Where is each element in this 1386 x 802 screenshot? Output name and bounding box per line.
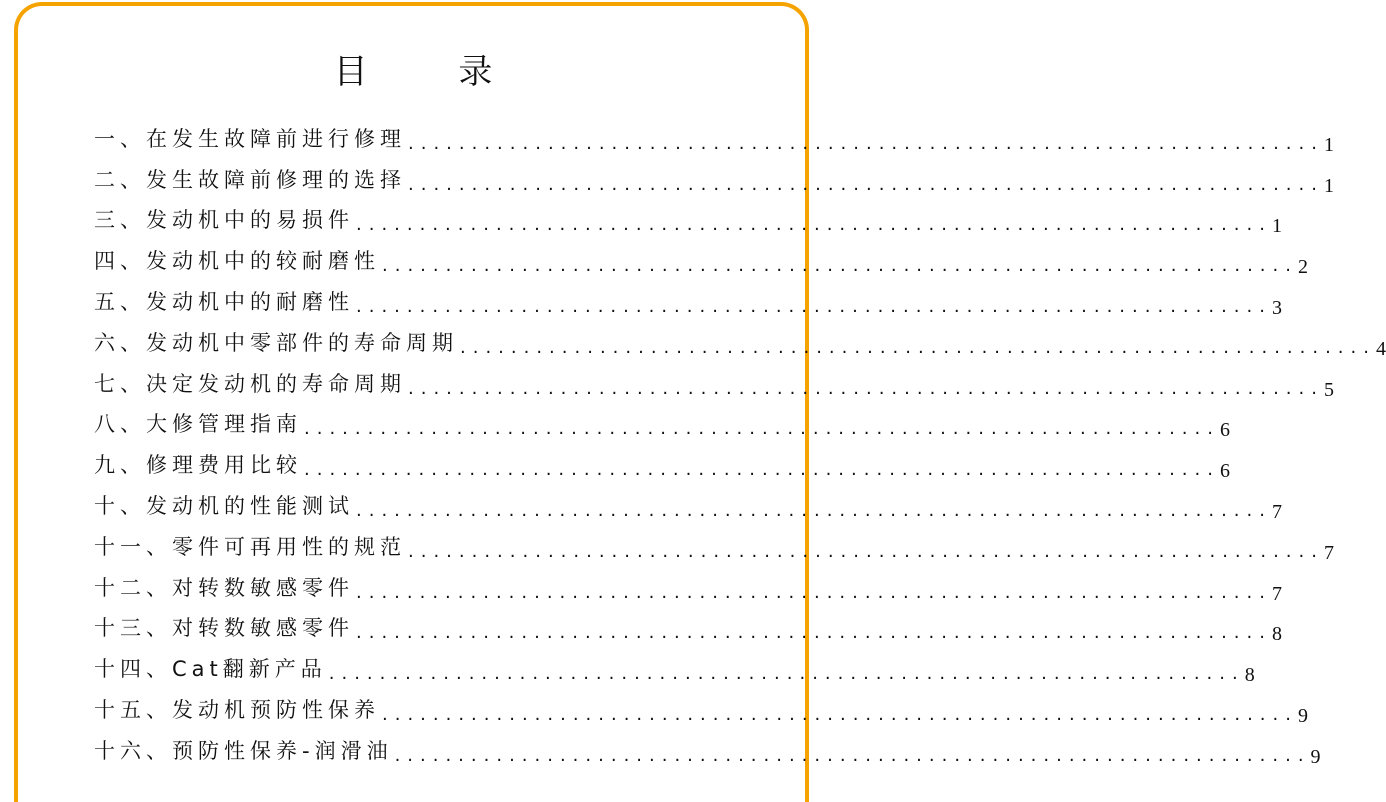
toc-entry-page: 5: [1323, 378, 1334, 401]
toc-entry-label: 五、发动机中的耐磨性: [94, 289, 354, 314]
toc-entry[interactable]: [94, 444, 1230, 485]
toc-entry-page: 1: [1323, 133, 1334, 156]
toc-entry-page: 1: [1323, 174, 1334, 197]
toc-entry-page: 1: [1271, 215, 1282, 238]
toc-entry[interactable]: [94, 363, 1334, 404]
toc-entry-label: 一、在发生故障前进行修理: [94, 126, 406, 151]
toc-leader-dots: ........................................................................: [356, 622, 1272, 644]
toc-entry-label: 十、发动机的性能测试: [94, 493, 354, 518]
toc-entry-label: 二、发生故障前修理的选择: [94, 167, 406, 192]
toc-entry[interactable]: [94, 689, 1308, 730]
toc-entry[interactable]: [94, 281, 1282, 322]
toc-entry-page: 3: [1271, 296, 1282, 319]
toc-entry[interactable]: [94, 200, 1282, 241]
toc-entry-page: 9: [1297, 704, 1308, 727]
toc-entry-label: 十四、Cat翻新产品: [94, 657, 327, 682]
toc-entry-page: 8: [1244, 664, 1255, 687]
toc-entry[interactable]: [94, 485, 1282, 526]
toc-entry-label: 六、发动机中零部件的寿命周期: [94, 330, 458, 355]
toc-entry-page: 8: [1271, 623, 1282, 646]
toc-entry-page: 7: [1271, 500, 1282, 523]
toc-entry[interactable]: [94, 648, 1255, 689]
toc-entry[interactable]: [94, 567, 1282, 608]
toc-entry[interactable]: [94, 404, 1230, 445]
toc-entry-label: 四、发动机中的较耐磨性: [94, 249, 380, 274]
toc-leader-dots: ........................................................................: [356, 214, 1272, 236]
toc-leader-dots: ........................................................................: [460, 336, 1376, 358]
toc-entry-label: 十三、对转数敏感零件: [94, 616, 354, 641]
table-of-contents: [94, 118, 1386, 771]
toc-entry-label: 三、发动机中的易损件: [94, 208, 354, 233]
toc-leader-dots: ........................................................................: [328, 663, 1245, 685]
toc-leader-dots: ........................................................................: [408, 377, 1324, 399]
toc-entry-page: 7: [1323, 541, 1334, 564]
toc-entry-label: 七、决定发动机的寿命周期: [94, 371, 406, 396]
toc-entry-label: 十一、零件可再用性的规范: [94, 534, 406, 559]
toc-leader-dots: ........................................................................: [304, 459, 1220, 481]
toc-leader-dots: ........................................................................: [356, 499, 1272, 521]
toc-entry[interactable]: [94, 730, 1321, 771]
toc-entry-page: 9: [1310, 745, 1321, 768]
toc-leader-dots: ........................................................................: [394, 744, 1311, 766]
toc-entry[interactable]: [94, 608, 1282, 649]
page-title: 目 录: [333, 52, 533, 92]
toc-leader-dots: ........................................................................: [408, 173, 1324, 195]
toc-entry-page: 6: [1219, 460, 1230, 483]
toc-leader-dots: ........................................................................: [408, 132, 1324, 154]
toc-entry-label: 八、大修管理指南: [94, 412, 302, 437]
toc-leader-dots: ........................................................................: [382, 703, 1298, 725]
toc-entry-label: 十二、对转数敏感零件: [94, 575, 354, 600]
toc-entry[interactable]: [94, 322, 1386, 363]
toc-entry[interactable]: [94, 159, 1334, 200]
toc-leader-dots: ........................................................................: [408, 540, 1324, 562]
toc-leader-dots: ........................................................................: [304, 418, 1220, 440]
toc-entry-label: 九、修理费用比较: [94, 453, 302, 478]
toc-entry-label: 十五、发动机预防性保养: [94, 697, 380, 722]
toc-entry[interactable]: [94, 118, 1334, 159]
toc-leader-dots: ........................................................................: [356, 581, 1272, 603]
toc-leader-dots: ........................................................................: [356, 295, 1272, 317]
toc-entry-page: 6: [1219, 419, 1230, 442]
toc-entry-page: 7: [1271, 582, 1282, 605]
toc-entry-label: 十六、预防性保养-润滑油: [94, 738, 393, 763]
toc-entry[interactable]: [94, 240, 1308, 281]
toc-entry-page: 4: [1375, 337, 1386, 360]
toc-leader-dots: ........................................................................: [382, 255, 1298, 277]
toc-entry-page: 2: [1297, 256, 1308, 279]
toc-entry[interactable]: [94, 526, 1334, 567]
